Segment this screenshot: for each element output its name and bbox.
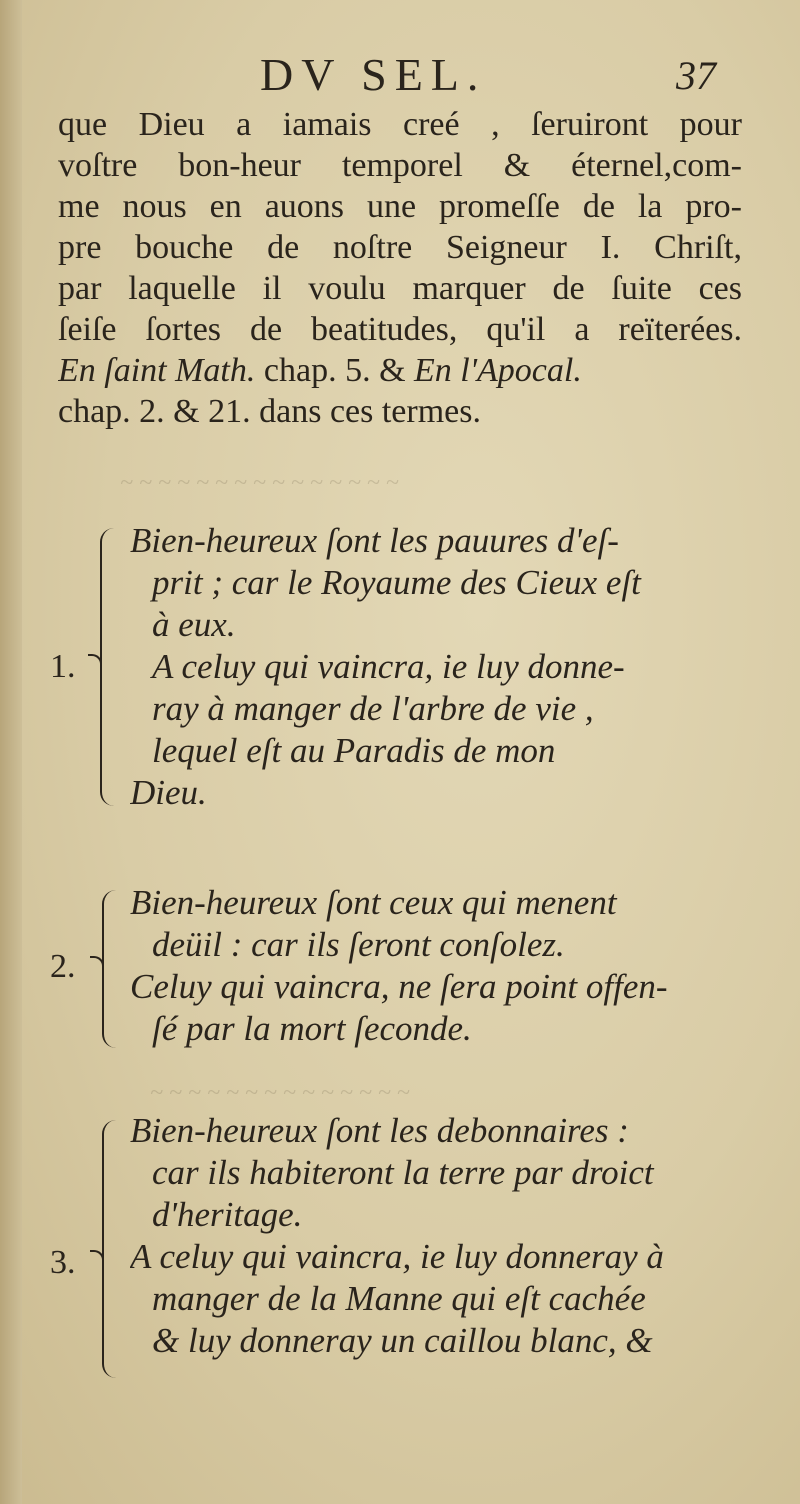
body-line: chap. 2. & 21. dans ces termes. — [58, 393, 481, 430]
body-line: que Dieu a iamais creé , ſeruiront pour — [58, 106, 742, 143]
beatitude-verse — [130, 1110, 730, 1362]
verse-line: Bien-heureux ſont ceux qui menent — [130, 883, 617, 922]
verse-line: car ils habiteront la terre par droict — [152, 1153, 654, 1192]
body-line: par laquelle il voulu marquer de ſuite ces — [58, 270, 742, 307]
running-head: DV SEL. — [260, 49, 487, 100]
body-line: pre bouche de noſtre Seigneur I. Chriſt, — [58, 229, 742, 266]
verse-line: Bien-heureux ſont les pauures d'eſ- — [130, 521, 619, 560]
beatitude-block-3 — [50, 1110, 750, 1380]
body-line: ſeiſe ſortes de beatitudes, qu'il a reïterées. — [58, 311, 742, 348]
page-gutter — [0, 0, 22, 1504]
beatitude-number: 1. — [50, 648, 76, 685]
verse-line: A celuy qui vaincra, ie luy donne- — [152, 647, 625, 686]
verse-line: ray à manger de l'arbre de vie , — [152, 689, 594, 728]
verse-line: d'heritage. — [152, 1195, 303, 1234]
beatitude-block-2 — [50, 882, 750, 1062]
brace-icon — [102, 1120, 126, 1378]
body-paragraph — [58, 104, 742, 432]
verse-line: Bien-heureux ſont les debonnaires : — [130, 1111, 629, 1150]
reference-apocalypse: En l'Apocal. — [414, 352, 582, 389]
show-through-decoration: ~ ~ ~ ~ ~ ~ ~ ~ ~ ~ ~ ~ ~ ~ — [150, 1080, 410, 1106]
verse-line: A celuy qui vaincra, ie luy donneray à — [130, 1237, 664, 1276]
show-through-decoration: ~ ~ ~ ~ ~ ~ ~ ~ ~ ~ ~ ~ ~ ~ ~ — [120, 470, 399, 496]
brace-icon — [102, 890, 126, 1048]
beatitude-verse — [130, 520, 730, 814]
reference-matthew: En ſaint Math. — [58, 352, 256, 389]
page-header — [0, 48, 800, 108]
verse-line: prit ; car le Royaume des Cieux eſt — [152, 563, 641, 602]
verse-line: deüil : car ils ſeront conſolez. — [152, 925, 565, 964]
verse-line: Celuy qui vaincra, ne ſera point offen- — [130, 967, 668, 1006]
brace-icon — [100, 528, 124, 806]
verse-line: manger de la Manne qui eſt cachée — [152, 1279, 646, 1318]
verse-line: & luy donneray un caillou blanc, & — [152, 1321, 653, 1360]
scripture-reference-line — [58, 350, 742, 391]
verse-line: à eux. — [152, 605, 236, 644]
beatitude-block-1 — [50, 520, 750, 820]
beatitude-number: 2. — [50, 948, 76, 985]
page-number: 37 — [676, 53, 716, 98]
beatitude-verse — [130, 882, 730, 1050]
beatitude-number: 3. — [50, 1244, 76, 1281]
verse-line: Dieu. — [130, 773, 207, 812]
verse-line: lequel eſt au Paradis de mon — [152, 731, 556, 770]
verse-line: ſé par la mort ſeconde. — [152, 1009, 472, 1048]
body-line: me nous en auons une promeſſe de la pro- — [58, 188, 742, 225]
body-line: voſtre bon-heur temporel & éternel,com- — [58, 147, 742, 184]
reference-chapter: chap. 5. & — [255, 352, 415, 389]
